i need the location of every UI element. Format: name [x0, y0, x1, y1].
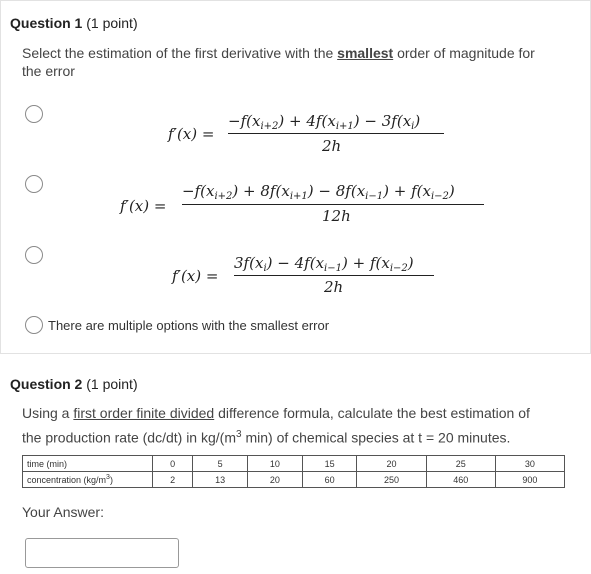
option-3-lhs: f′(x) =: [172, 267, 219, 285]
question-1-prompt: Select the estimation of the first derivative with the smallest order of magnitude for the error: [22, 45, 535, 79]
option-1-fraction-bar: [228, 133, 444, 134]
table-cell: 30: [495, 456, 564, 472]
option-2-fraction-bar: [182, 204, 484, 205]
option-3-numerator: $3f(x_i) - 4f(x_{i-1}) + f(x_{i-2})$: [234, 254, 414, 274]
question-2-title: Question 2: [10, 376, 83, 392]
question-1-title: Question 1: [10, 15, 83, 31]
option-1-denominator: 2h: [322, 137, 342, 155]
table-row-concentration: [23, 472, 565, 488]
option-1-lhs: f′(x) =: [168, 125, 215, 143]
table-cell: 460: [426, 472, 495, 488]
option-2-numerator: $-f(x_{i+2}) + 8f(x_{i+1}) - 8f(x_{i-1}) + f(x_{i-2})$: [182, 182, 455, 202]
table-cell: 10: [248, 456, 303, 472]
question-1-points: (1 point): [86, 15, 138, 31]
table-cell: 15: [302, 456, 357, 472]
table-cell: 60: [302, 472, 357, 488]
answer-input[interactable]: [25, 538, 179, 568]
option-2-lhs: f′(x) =: [120, 197, 167, 215]
table-cell: 5: [193, 456, 248, 472]
question-2-prompt: Using a first order finite divided difference formula, calculate the best estimation of the production rate (dc/dt) in $kg/(m^3$ min) of chemical species at t = 20 minutes.: [22, 405, 530, 446]
question-1-header: [10, 15, 138, 31]
table-cell: 2: [153, 472, 193, 488]
table-cell: 20: [357, 456, 426, 472]
option-4-label[interactable]: There are multiple options with the smallest error: [48, 318, 330, 333]
option-1-numerator: $-f(x_{i+2}) + 4f(x_{i+1}) - 3f(x_i)$: [228, 112, 421, 132]
table-cell: 20: [248, 472, 303, 488]
option-3-denominator: 2h: [324, 278, 344, 296]
prompt-link: first order finite divided: [73, 405, 215, 421]
question-2-points: (1 point): [86, 376, 138, 392]
option-1-radio[interactable]: [25, 105, 43, 123]
question-2-header: [10, 376, 138, 392]
table-cell: 250: [357, 472, 426, 488]
option-2-radio[interactable]: [25, 175, 43, 193]
table-cell: 25: [426, 456, 495, 472]
table-cell: 900: [495, 472, 564, 488]
answer-label: Your Answer:: [22, 504, 104, 520]
table-row-time: [23, 456, 565, 472]
option-3-fraction-bar: [234, 275, 434, 276]
table-cell: 13: [193, 472, 248, 488]
table-row-label: time (min): [23, 456, 153, 472]
table-row-label: concentration $(kg/m^3)$: [23, 472, 153, 488]
data-table: [22, 455, 565, 488]
option-2-denominator: 12h: [322, 207, 351, 225]
table-cell: 0: [153, 456, 193, 472]
option-4-radio[interactable]: [25, 316, 43, 334]
prompt-emphasis: smallest: [337, 45, 394, 61]
option-3-radio[interactable]: [25, 246, 43, 264]
